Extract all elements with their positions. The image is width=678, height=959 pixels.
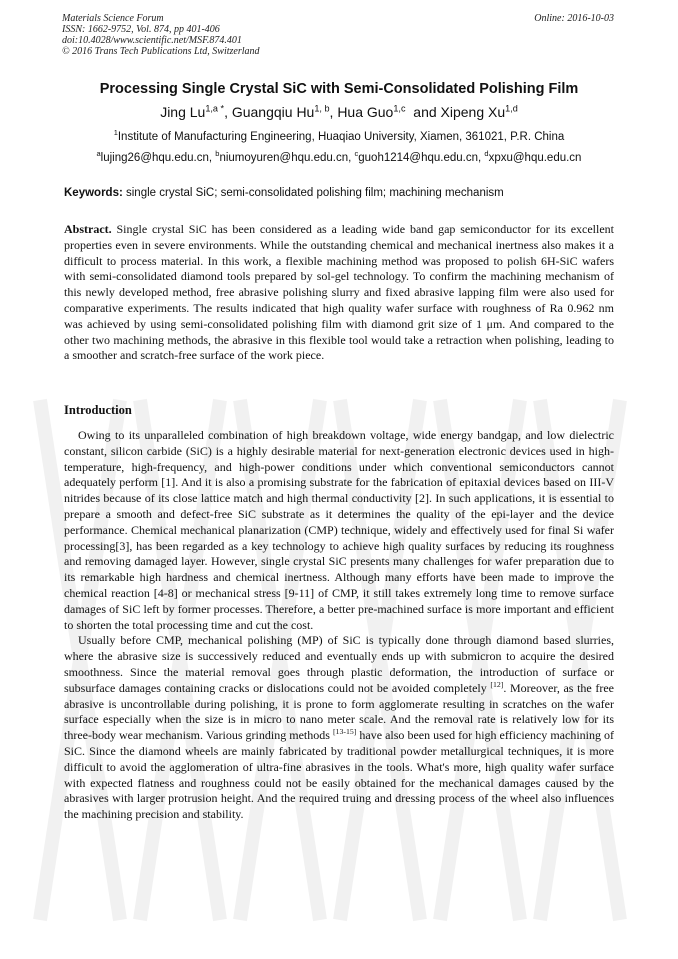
email-link[interactable]: xpxu@hqu.edu.cn [488, 152, 582, 164]
citation[interactable]: [12] [490, 679, 504, 689]
citation[interactable]: [13-15] [332, 727, 357, 737]
keywords-text: single crystal SiC; semi-consolidated polishing film; machining mechanism [126, 187, 504, 199]
paragraph [64, 633, 614, 823]
keywords [64, 187, 624, 199]
email-link[interactable]: niumoyuren@hqu.edu.cn [219, 152, 349, 164]
abstract-label: Abstract. [64, 222, 112, 236]
keywords-label: Keywords: [64, 187, 123, 199]
author-sup: 1,c [393, 103, 406, 114]
affiliation-text: Institute of Manufacturing Engineering, Huaqiao University, Xiamen, 361021, P.R. China [117, 131, 565, 143]
email-sup: a [96, 149, 101, 159]
journal-header [62, 13, 260, 57]
journal-doi[interactable]: doi:10.4028/www.scientific.net/MSF.874.401 [62, 35, 242, 46]
paragraph: Owing to its unparalleled combination of high breakdown voltage, wide energy bandgap, and low dielectric constant, silicon carbide (SiC) is a highly desirable material for next-generation electronic devices used in high-temperature, high-frequency, and high-power conditions under which conventional semiconductors cannot adequately perform [1]. And it is also a promising substrate for the fabrication of epitaxial devices based on III-V nitrides because of its close lattice match and high thermal conductivity [2]. In such applications, it is essential to prepare a smooth and defect-free SiC substrate as it determines the quality of the epi-layer and the device performance. Chemical mechanical planarization (CMP) technique, widely and effectively used for final Si wafer processing[3], has been regarded as a key technology to achieve high quality surfaces by reducing its roughness and removing damaged layer. However, single crystal SiC presents many challenges for wafer preparation due to its remarkable high hardness and chemical inertness. Although many efforts have been made to improve the chemical reaction [4-8] or mechanical stress [9-11] of CMP, it still takes extremely long time to remove surface damages of SiC left by former processes. Therefore, a better pre-machined surface is more important and efficient to shorten the total processing time and cut the cost. [64, 428, 614, 632]
paragraph-text: Usually before CMP, mechanical polishing (MP) of SiC is typically done through diamond based slurries, where the abrasive size is successively reduced and eventually ends up with submicron to acquire the desired smoothness. Since the material removal goes through plastic deformation, the introduction of surface or subsurface damages containing cracks or dislocations could not be avoided completely [64, 633, 614, 695]
author-sup: 1,a * [205, 103, 225, 114]
author-name: Xipeng Xu [440, 104, 506, 120]
journal-name: Materials Science Forum [62, 13, 164, 24]
email-sup: c [354, 149, 359, 159]
online-date: Online: 2016-10-03 [534, 13, 614, 24]
author-list: Jing $Lu^{1,a *}$, Guangqiu Hu$^{1, b}$, Hua Guo$^{1,c}$ and Xipeng Xu$^{1,d}$ [160, 103, 518, 120]
email-list: $^a$lujing26@hqu.edu.cn, $^b$niumoyuren@hqu.edu.cn, $^c$guoh1214@hqu.edu.cn, $^d$xpxu@hqu.edu.cn [96, 149, 582, 164]
author-sup: 1, b [314, 103, 330, 114]
abstract [64, 222, 614, 364]
paper-title: Processing Single Crystal SiC with Semi-Consolidated Polishing Film [99, 81, 579, 97]
affiliation-sup: 1 [113, 128, 118, 138]
abstract-text: Single crystal SiC has been considered as a leading wide band gap semiconductor for its excellent properties even in severe environments. While the outstanding chemical and mechanical inertness also makes it a difficult to process material. In this work, a flexible machining method was proposed to polish 6H-SiC wafers with semi-consolidated diamond tools prepared by sol-gel technology. To confirm the machining mechanism of this newly developed method, free abrasive polishing slurry and fixed abrasive lapping film were also used for comparative experiments. The results indicated that high quality wafer surface with roughness of Ra 0.962 nm was achieved by using semi-consolidated polishing film with diamond grit size of 1 μm. And compared to the other two machining methods, the abrasive in this flexible tool would take a retraction when polishing, leading to a smoother and scratch-free surface of the work piece. [64, 222, 615, 363]
author-name: Guangqiu Hu [231, 104, 315, 120]
email-sup: b [215, 149, 220, 159]
author-sup: 1,d [505, 103, 518, 114]
email-link[interactable]: lujing26@hqu.edu.cn [100, 152, 209, 164]
author-name: Jing Lu [160, 104, 206, 120]
affiliation [0, 128, 678, 143]
email-sup: d [484, 149, 489, 159]
paragraph-text: . Moreover, as the free abrasive is uncontrollable during polishing, it is prone to form agglomerate resulting in scratches on the wafer surface especially when the size is in micro to nano meter scale. And the removal rate is relatively low for its three-body wear mechanism. Various grinding methods [64, 680, 614, 743]
email-link[interactable]: guoh1214@hqu.edu.cn [358, 152, 479, 164]
author-name: Hua Guo [337, 104, 394, 120]
journal-issn: ISSN: 1662-9752, Vol. 874, pp 401-406 [62, 24, 220, 35]
introduction-body [64, 428, 614, 823]
section-heading-introduction: Introduction [64, 403, 132, 417]
journal-copyright: © 2016 Trans Tech Publications Ltd, Switzerland [62, 46, 260, 57]
paragraph-text: have also been used for high efficiency machining of SiC. Since the diamond wheels are mainly fabricated by traditional powder metallurgical techniques, it is more difficult to avoid the agglomeration of ultra-fine abrasives in the tools. What's more, high quality wafer surface with expected flatness and roughness could not be easily obtained for the mechanical damages caused by the abrasives with larger protrusion height. And the required truing and dressing process of the wheel also influences the machining precision and stability. [64, 728, 615, 822]
